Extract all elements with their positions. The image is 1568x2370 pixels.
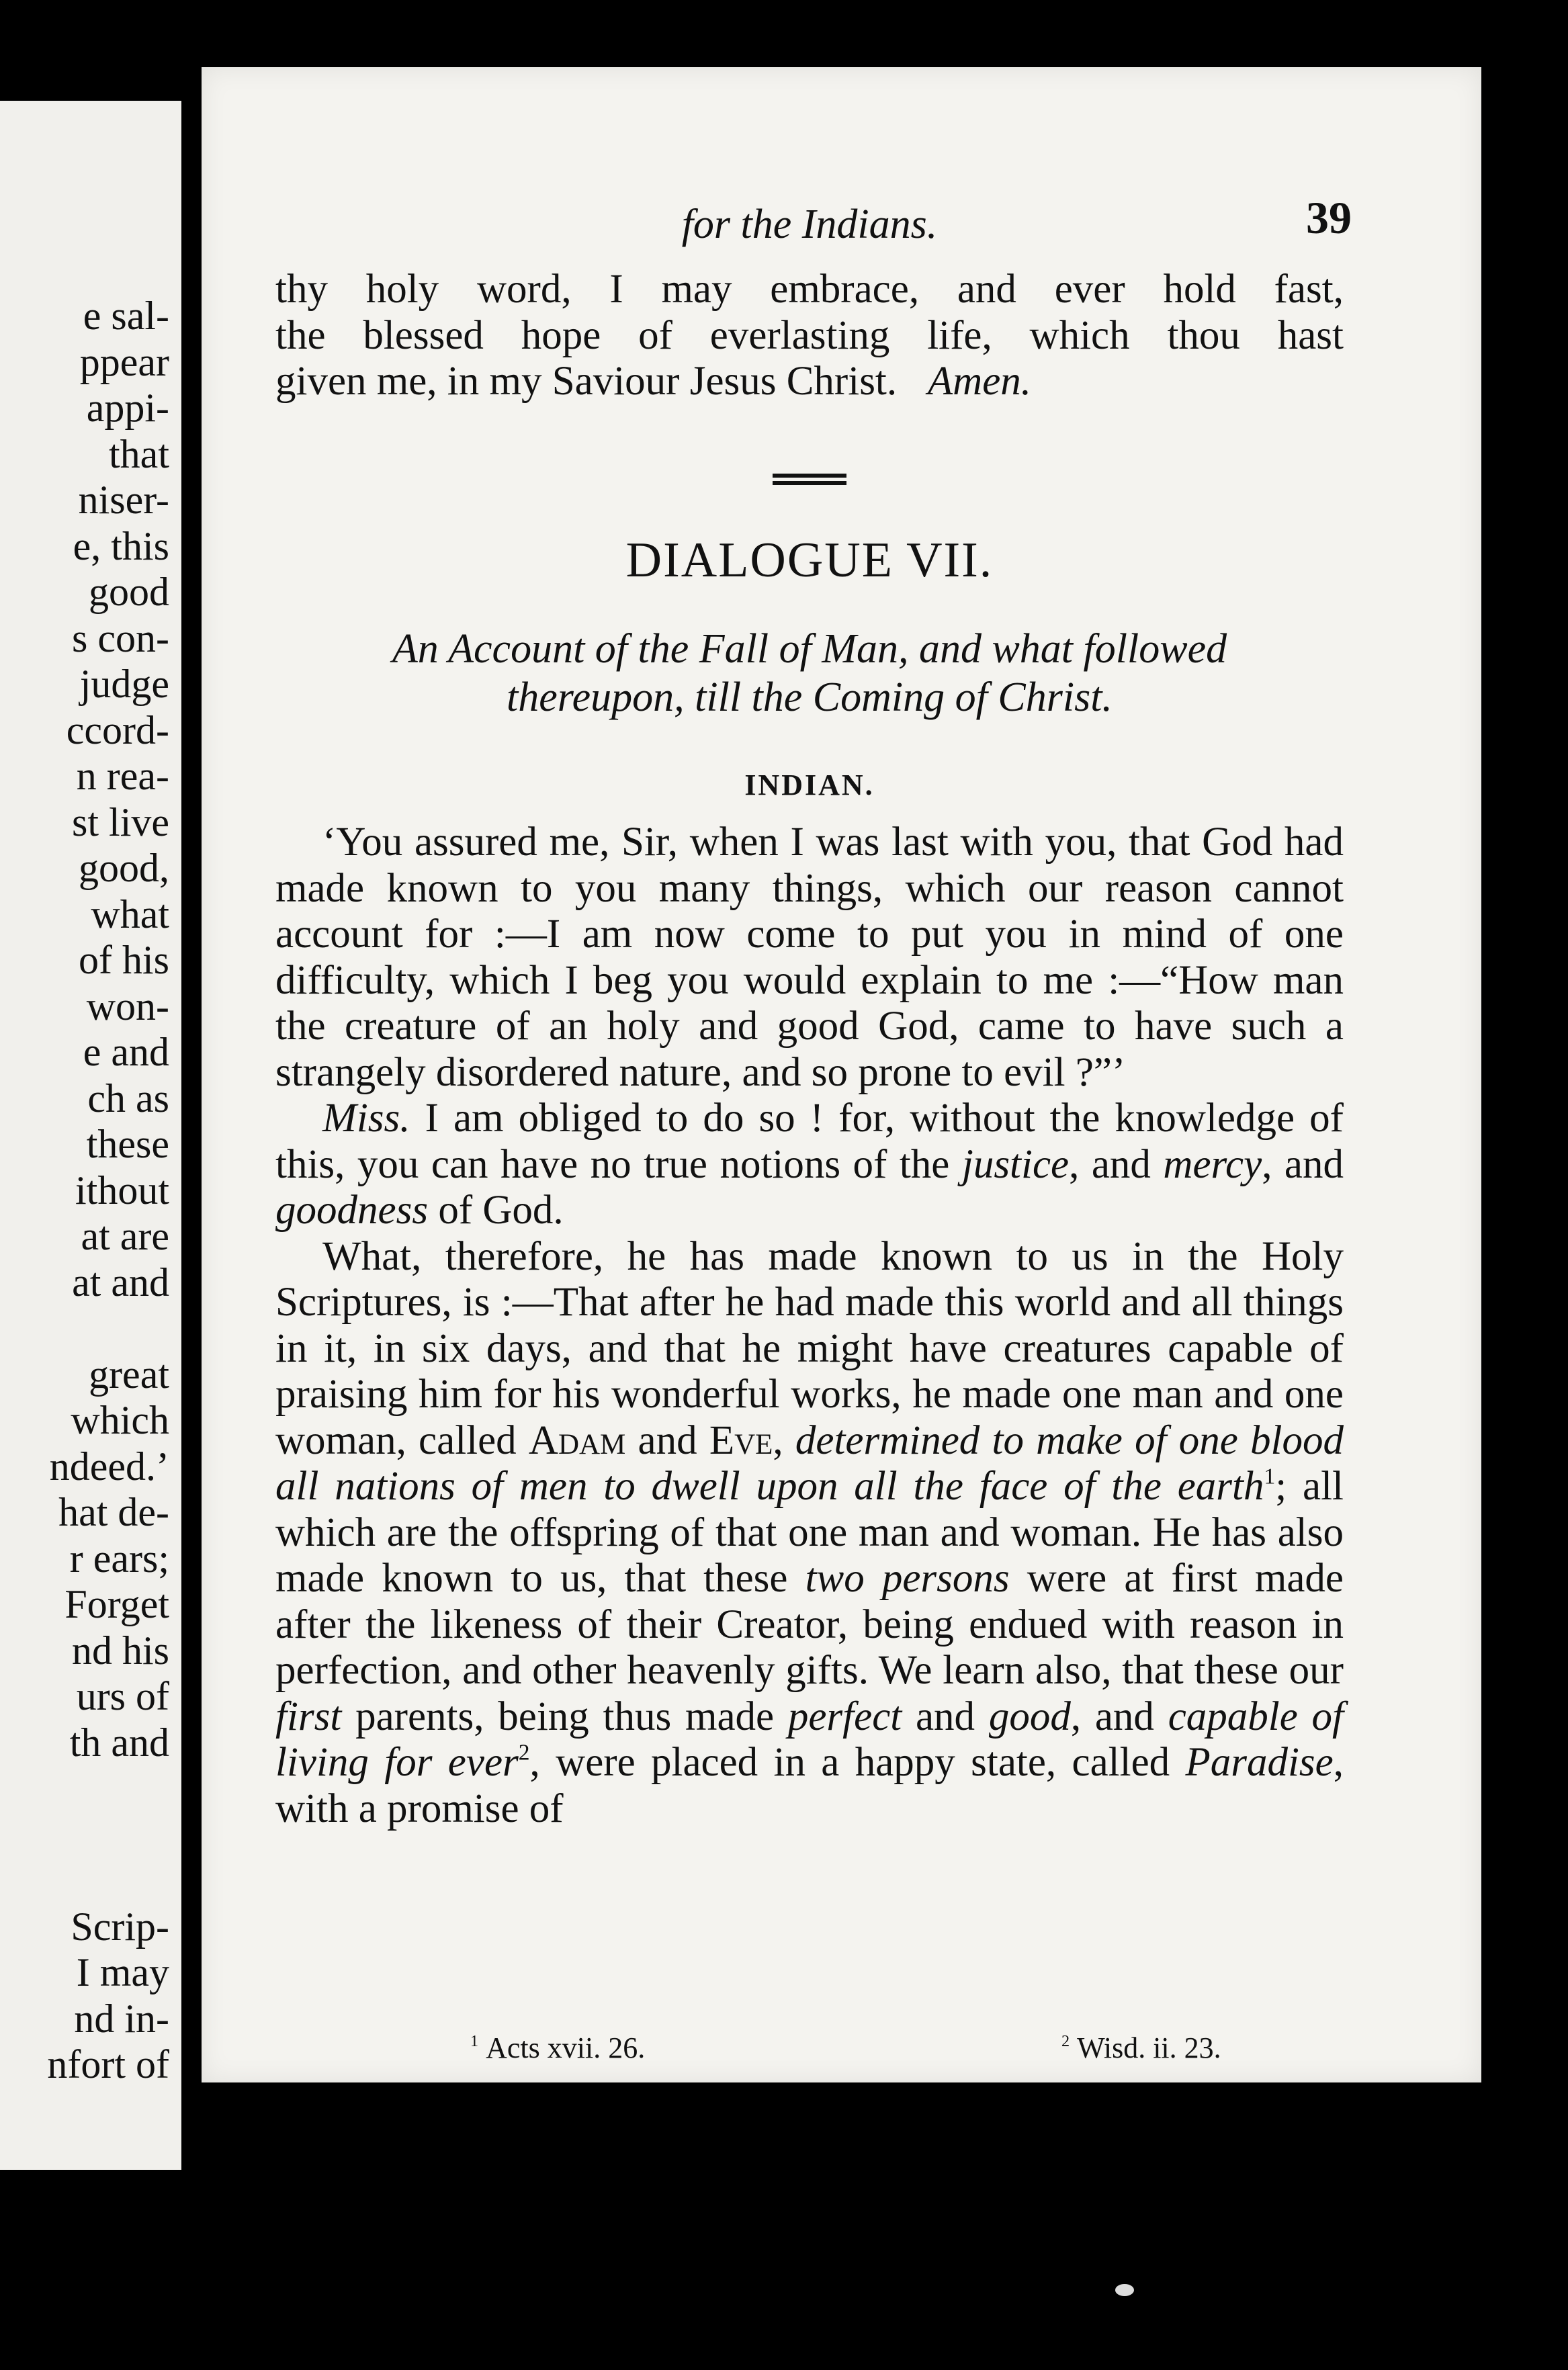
footnote-1-number: 1 (470, 2032, 479, 2051)
opening-paragraph (275, 267, 1344, 405)
footnote-1 (470, 2025, 645, 2072)
miss-text: I am obliged to do so ! for, without the knowledge of this, you can have no true notions of the (275, 1096, 1344, 1187)
para-text: , were placed in a happy state, called (529, 1740, 1186, 1785)
dialogue-body (275, 820, 1344, 1832)
footnote-2-text: Wisd. ii. 23. (1077, 2031, 1221, 2064)
miss-text: of God. (428, 1188, 564, 1233)
para-text: and (625, 1417, 709, 1463)
previous-page-line: s con- (72, 615, 169, 660)
name-eve: Eve (709, 1417, 773, 1463)
previous-page-line: of his (79, 938, 169, 982)
previous-page-line: e sal- (83, 294, 169, 338)
previous-page-line: nfort of (47, 2042, 169, 2087)
previous-page-line: nd in- (74, 1996, 169, 2041)
word-first: first (275, 1694, 342, 1739)
previous-page-line: ppear (79, 339, 169, 384)
previous-page-line: st live (72, 799, 169, 844)
previous-page-line: I may (76, 1950, 169, 1994)
previous-page-line: which (71, 1398, 169, 1442)
opening-line-3 (275, 359, 1344, 405)
previous-page-line: e and (83, 1030, 169, 1074)
previous-page-line: good (89, 570, 169, 614)
previous-page-line: nd his (71, 1628, 169, 1673)
subtitle-line-1: An Account of the Fall of Man, and what followed (392, 626, 1227, 672)
previous-page-line: ndeed.’ (49, 1444, 169, 1489)
para-text: , (773, 1417, 795, 1463)
para-text: and (902, 1694, 989, 1739)
phrase-capable: capable of living for ever (275, 1694, 1344, 1785)
previous-page-line: what (91, 891, 169, 936)
previous-page-line: Scrip- (71, 1904, 169, 1949)
previous-page-line: appi- (86, 386, 169, 430)
dialogue-heading: DIALOGUE VII. (625, 533, 994, 588)
miss-reply (275, 1096, 1344, 1234)
word-two-persons: two persons (805, 1556, 1010, 1601)
word-perfect: perfect (787, 1694, 902, 1739)
word-justice: justice (961, 1141, 1070, 1187)
previous-page-line: at and (72, 1260, 169, 1305)
main-paragraph (275, 1234, 1344, 1833)
para-text: were at first made after the likeness of their Creator, being endued with reason in perfection, and other heavenly gifts. We learn also, that these our (275, 1556, 1344, 1693)
previous-page-line: at are (81, 1214, 169, 1258)
word-goodness: goodness (275, 1188, 429, 1233)
previous-page-line: e, this (73, 523, 169, 568)
opening-line-1: thy holy word, I may embrace, and ever hold fast, (275, 267, 1344, 312)
previous-page-line: that (109, 431, 169, 476)
previous-page-line: niser- (78, 478, 169, 522)
previous-page-line: th and (69, 1720, 169, 1765)
para-text: What, therefore, he has made known to us in the Holy Scriptures, is :—That after he had made this world and all things in it, in six days, and that he might have creatures capable of praising him for his wonderful works, he made one man and one woman, called (275, 1233, 1344, 1463)
opening-last: given me, in my Saviour Jesus Christ. (275, 359, 898, 404)
footnote-1-text: Acts xvii. 26. (486, 2031, 646, 2064)
previous-page-line: great (89, 1352, 169, 1397)
para-text: , with a promise of (275, 1740, 1344, 1831)
previous-page-fragment (0, 101, 181, 2170)
word-paradise: Paradise (1185, 1740, 1334, 1785)
miss-text: , and (1069, 1141, 1164, 1187)
opening-line-2: the blessed hope of everlasting life, which thou hast (275, 312, 1344, 358)
miss-speaker: Miss. (322, 1096, 410, 1141)
previous-page-line: n rea- (76, 754, 169, 798)
footnote-2-number: 2 (1061, 2032, 1070, 2051)
previous-page-line: ithout (75, 1168, 169, 1213)
book-page (202, 67, 1481, 2082)
previous-page-line: hat de- (58, 1490, 169, 1534)
scan-speck (1115, 2284, 1134, 2296)
previous-page-line: urs of (76, 1674, 169, 1718)
amen: Amen. (927, 359, 1032, 404)
previous-page-line: ch as (87, 1076, 169, 1121)
speaker-label: INDIAN. (744, 769, 875, 801)
previous-page-line: won- (86, 983, 169, 1028)
previous-page-line: these (86, 1122, 169, 1166)
word-good: good (988, 1694, 1071, 1739)
footnote-2 (1061, 2025, 1221, 2072)
indian-speech: ‘You assured me, Sir, when I was last with you, that God had made known to you many things, which our reason cannot account for :—I am now come to put you in mind of one difficulty, which I beg you would explain to me :—“How man the creature of an holy and good God, came to have such a strangely disordered nature, and so prone to evil ?”’ (275, 820, 1344, 1095)
previous-page-line: r ears; (69, 1536, 169, 1581)
subtitle-line-2: thereupon, till the Coming of Christ. (507, 674, 1113, 720)
para-text: parents, being thus made (341, 1694, 788, 1739)
section-rule (773, 474, 846, 488)
name-adam: Adam (528, 1417, 626, 1463)
para-text: ; all which are the offspring of that one man and woman. He has also made known to us, that these (275, 1464, 1344, 1601)
word-mercy: mercy (1163, 1141, 1262, 1187)
para-text: , and (1070, 1694, 1168, 1739)
dialogue-subtitle (275, 625, 1344, 721)
running-head (275, 192, 1352, 255)
previous-page-line: judge (79, 662, 169, 706)
running-head-title: for the Indians. (681, 202, 938, 247)
footnote-mark-1: 1 (1264, 1464, 1276, 1489)
previous-page-line: Forget (64, 1582, 169, 1626)
footnote-mark-2: 2 (518, 1740, 530, 1765)
previous-page-line: good, (79, 846, 169, 890)
miss-text: , and (1262, 1141, 1344, 1187)
page-number: 39 (1306, 192, 1352, 243)
previous-page-line: ccord- (66, 707, 169, 752)
scripture-quote: determined to make of one blood all nations of men to dwell upon all the face of the earth (275, 1417, 1344, 1509)
